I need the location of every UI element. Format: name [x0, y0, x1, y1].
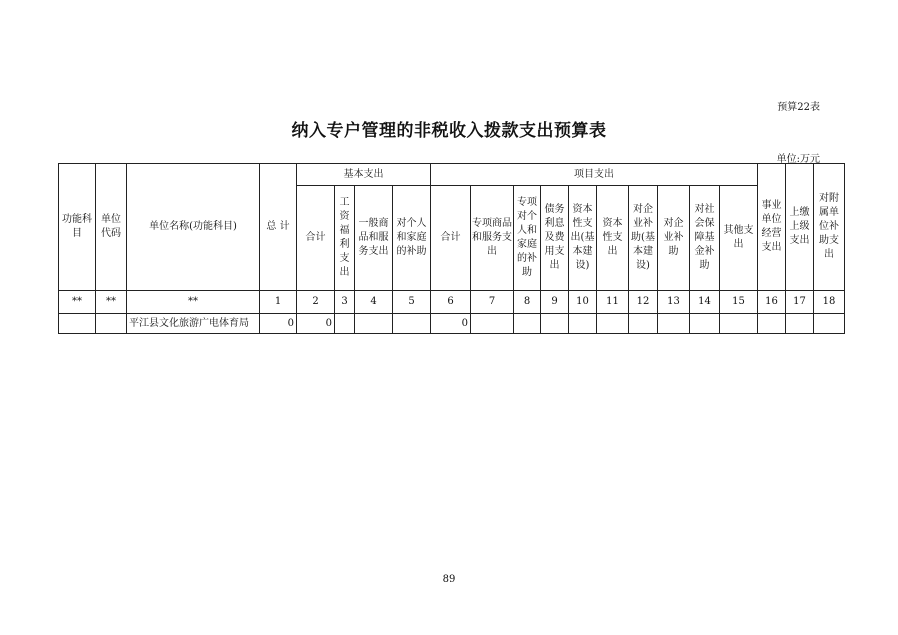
header-basic-expenditure: 基本支出: [297, 164, 431, 186]
table-row: [59, 314, 845, 334]
index-cell: 12: [629, 291, 658, 314]
index-cell: 7: [471, 291, 514, 314]
index-row: [59, 291, 845, 314]
cell-enterprise-construction: [629, 314, 658, 334]
header-personal-subsidy: 对个人和家庭的补助: [393, 186, 431, 291]
cell-business-operating: [758, 314, 786, 334]
index-cell: 2: [297, 291, 335, 314]
index-cell: **: [96, 291, 127, 314]
header-enterprise-construction: 对企业补助(基本建设): [629, 186, 658, 291]
cell-capital: [597, 314, 629, 334]
cell-project-subtotal: 0: [431, 314, 471, 334]
index-cell: 10: [569, 291, 597, 314]
index-cell: 6: [431, 291, 471, 314]
cell-general-goods: [355, 314, 393, 334]
header-other: 其他支出: [720, 186, 758, 291]
page-number: 89: [442, 574, 456, 585]
header-higher-level: 上缴上级支出: [786, 164, 814, 291]
header-debt-interest: 债务利息及费用支出: [541, 186, 569, 291]
header-total: 总 计: [260, 164, 297, 291]
budget-table: [58, 163, 845, 334]
index-cell: 5: [393, 291, 431, 314]
header-capital: 资本性支出: [597, 186, 629, 291]
cell-higher-level: [786, 314, 814, 334]
header-special-personal: 专项对个人和家庭的补助: [514, 186, 541, 291]
index-cell: 4: [355, 291, 393, 314]
cell-special-goods: [471, 314, 514, 334]
index-cell: 8: [514, 291, 541, 314]
cell-unit-code: [96, 314, 127, 334]
cell-debt-interest: [541, 314, 569, 334]
cell-capital-construction: [569, 314, 597, 334]
index-cell: 14: [690, 291, 720, 314]
index-cell: 1: [260, 291, 297, 314]
cell-unit-name: 平江县文化旅游广电体育局: [127, 314, 260, 334]
header-affiliated: 对附属单位补助支出: [814, 164, 845, 291]
header-general-goods: 一般商品和服务支出: [355, 186, 393, 291]
header-wages: 工资福利支出: [335, 186, 355, 291]
header-special-goods: 专项商品和服务支出: [471, 186, 514, 291]
index-cell: **: [127, 291, 260, 314]
index-cell: 16: [758, 291, 786, 314]
index-cell: 15: [720, 291, 758, 314]
cell-other: [720, 314, 758, 334]
index-cell: 13: [658, 291, 690, 314]
index-cell: 9: [541, 291, 569, 314]
header-unit-name: 单位名称(功能科目): [127, 164, 260, 291]
cell-wages: [335, 314, 355, 334]
index-cell: **: [59, 291, 96, 314]
cell-special-personal: [514, 314, 541, 334]
header-social-security: 对社会保障基金补助: [690, 186, 720, 291]
header-project-expenditure: 项目支出: [431, 164, 758, 186]
cell-func-subject: [59, 314, 96, 334]
cell-personal-subsidy: [393, 314, 431, 334]
header-func-subject: 功能科目: [59, 164, 96, 291]
header-capital-construction: 资本性支出(基本建设): [569, 186, 597, 291]
header-basic-subtotal: 合计: [297, 186, 335, 291]
page-title: 纳入专户管理的非税收入拨款支出预算表: [291, 121, 607, 141]
header-enterprise: 对企业补助: [658, 186, 690, 291]
index-cell: 17: [786, 291, 814, 314]
cell-total: 0: [260, 314, 297, 334]
header-project-subtotal: 合计: [431, 186, 471, 291]
cell-social-security: [690, 314, 720, 334]
header-unit-code: 单位代码: [96, 164, 127, 291]
cell-enterprise: [658, 314, 690, 334]
cell-affiliated: [814, 314, 845, 334]
index-cell: 18: [814, 291, 845, 314]
header-business-operating: 事业单位经营支出: [758, 164, 786, 291]
cell-basic-subtotal: 0: [297, 314, 335, 334]
unit-label: 单位:万元: [776, 154, 820, 165]
form-number: 预算22表: [777, 102, 820, 113]
index-cell: 3: [335, 291, 355, 314]
index-cell: 11: [597, 291, 629, 314]
